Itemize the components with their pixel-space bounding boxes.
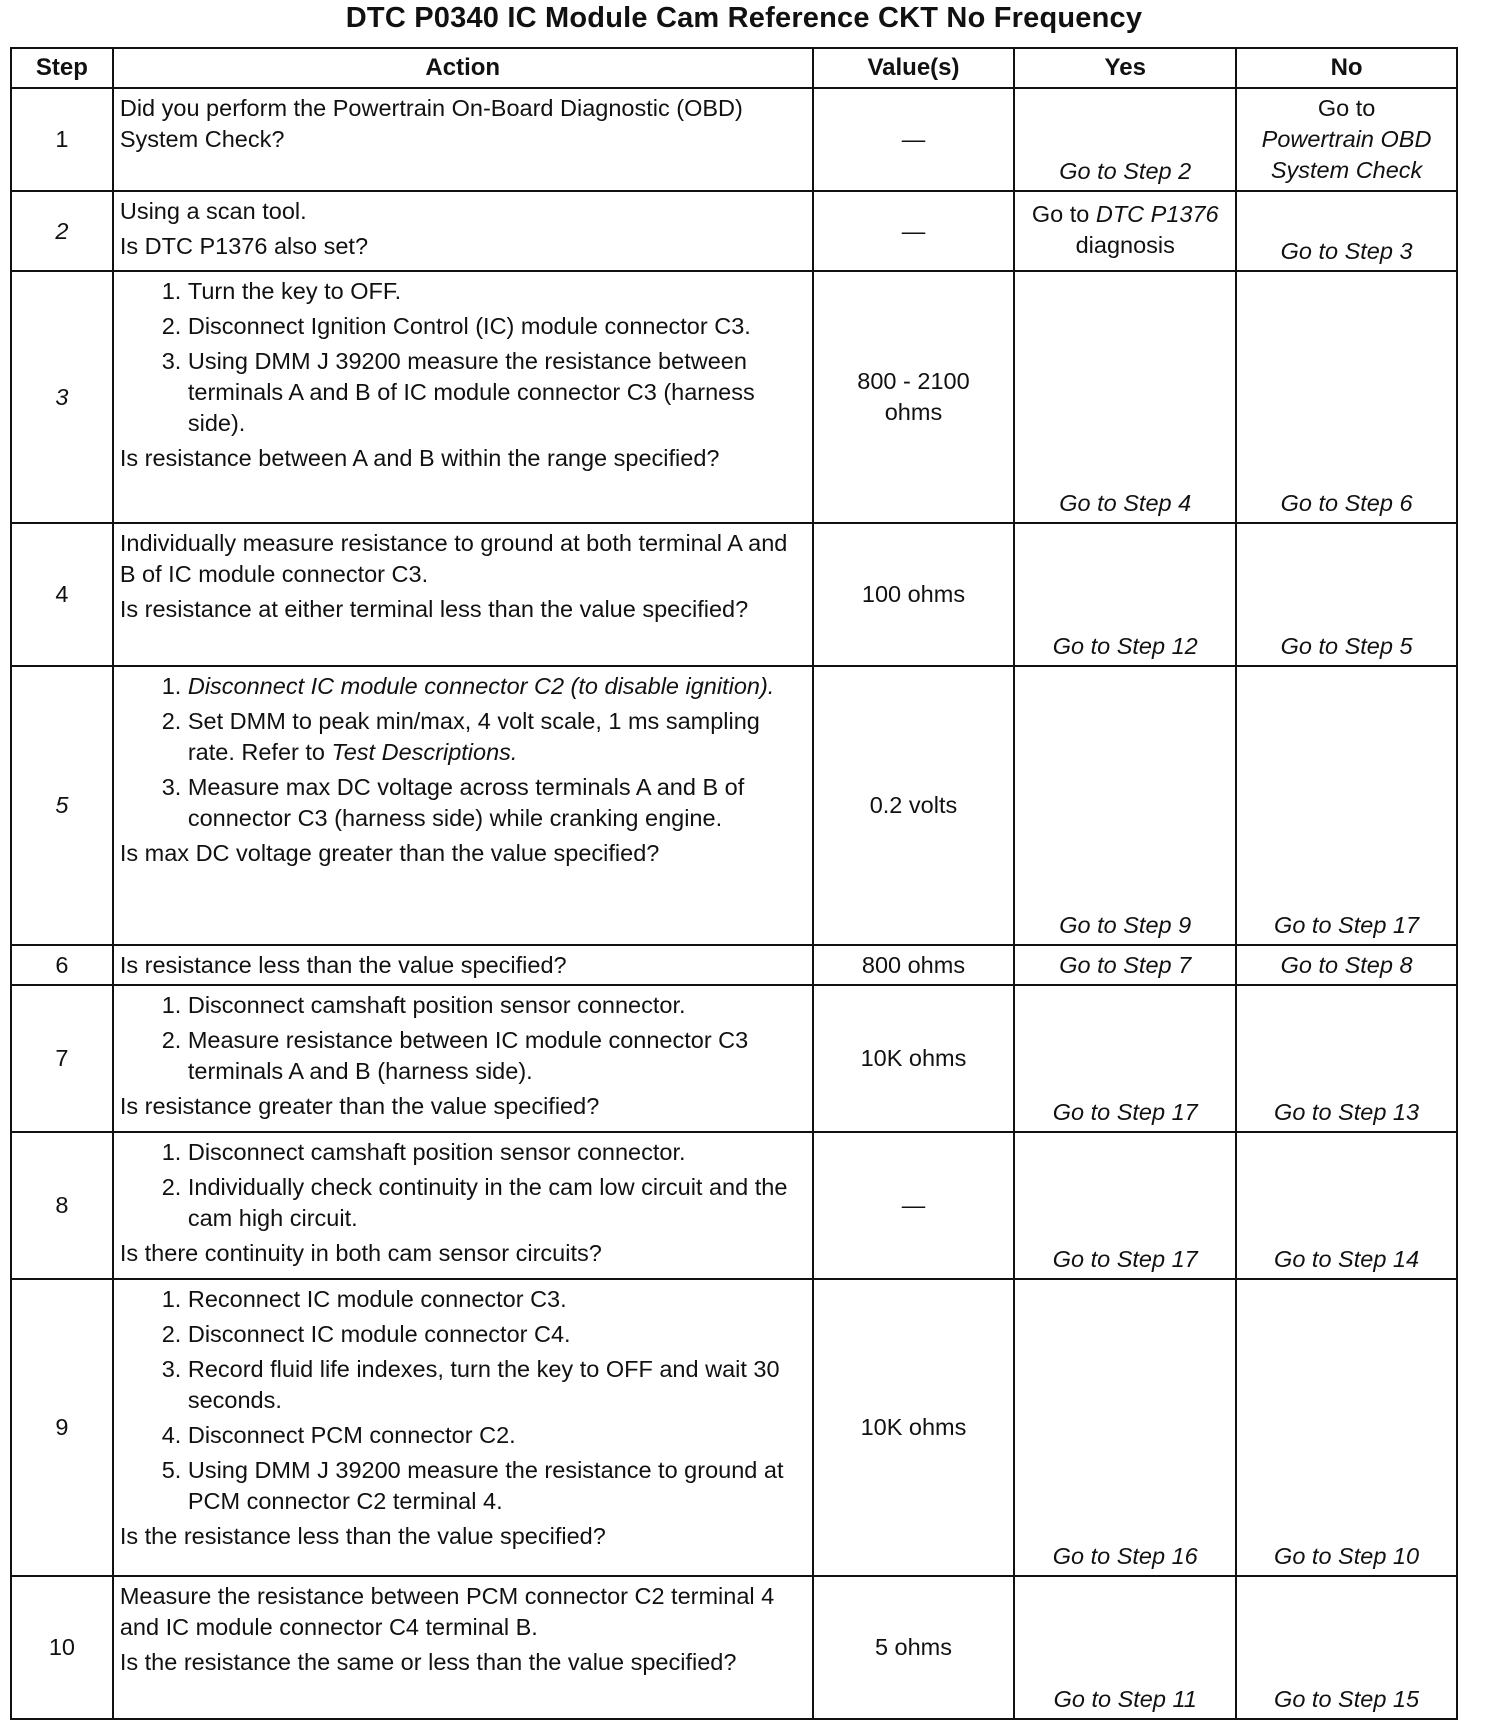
action-question: Is DTC P1376 also set? [119, 233, 369, 259]
table-row [11, 985, 1457, 1132]
table-row [11, 666, 1457, 945]
action-cell [113, 523, 813, 666]
no-cell: Go to Step 13 [1236, 985, 1457, 1132]
page-title: DTC P0340 IC Module Cam Reference CKT No Frequency [345, 2, 1143, 34]
no-cell: Go to Step 5 [1236, 523, 1457, 666]
step-number: 7 [11, 985, 113, 1132]
value-cell: 800 - 2100 ohms [813, 271, 1015, 523]
list-item: 2. Disconnect IC module connector C4. [188, 1319, 806, 1350]
no-cell [1236, 88, 1457, 191]
step-number: 4 [11, 523, 113, 666]
action-question: Is resistance at either terminal less than the value specified? [119, 596, 749, 622]
value-cell: 800 ohms [813, 945, 1015, 985]
step-number: 8 [11, 1132, 113, 1279]
action-text: Using a scan tool. [119, 198, 307, 224]
no-text: Go to [1317, 95, 1376, 121]
action-question: Is resistance between A and B within the range specified? [119, 445, 720, 471]
table-row [11, 945, 1457, 985]
no-cell: Go to Step 8 [1236, 945, 1457, 985]
yes-cell: Go to Step 4 [1014, 271, 1236, 523]
action-cell [113, 1576, 813, 1719]
action-cell [113, 945, 813, 985]
yes-cell: Go to Step 7 [1014, 945, 1236, 985]
list-item: 3. Record fluid life indexes, turn the key to OFF and wait 30 seconds. [188, 1354, 806, 1416]
list-item: 1. Disconnect camshaft position sensor connector. [188, 990, 806, 1021]
action-question: Is the resistance the same or less than the value specified? [119, 1649, 737, 1675]
yes-cell: Go to Step 12 [1014, 523, 1236, 666]
action-question: Is resistance less than the value specified? [119, 951, 567, 978]
value-cell: — [813, 88, 1015, 191]
action-text: Individually measure resistance to ground at both terminal A and B of IC module connector C3. [119, 530, 788, 587]
value-cell: 0.2 volts [813, 666, 1015, 945]
action-cell [113, 1132, 813, 1279]
procedure-list [120, 1137, 806, 1234]
yes-cell: Go to Step 17 [1014, 985, 1236, 1132]
header-action: Action [113, 48, 813, 88]
procedure-list [120, 990, 806, 1087]
no-cell: Go to Step 10 [1236, 1279, 1457, 1576]
value-cell: — [813, 1132, 1015, 1279]
table-row [11, 271, 1457, 523]
action-text: Measure the resistance between PCM connector C2 terminal 4 and IC module connector C4 terminal B. [119, 1583, 775, 1640]
action-cell [113, 1279, 813, 1576]
header-row [11, 48, 1457, 88]
list-item: 1. Reconnect IC module connector C3. [188, 1284, 806, 1315]
diagnostic-table [10, 47, 1458, 1720]
no-cell: Go to Step 17 [1236, 666, 1457, 945]
action-question: Is max DC voltage greater than the value specified? [119, 840, 660, 866]
list-item-text: Set DMM to peak min/max, 4 volt scale, 1 ms sampling rate. Refer to [187, 708, 760, 765]
list-item: 1. Turn the key to OFF. [188, 276, 806, 307]
step-number: 3 [11, 271, 113, 523]
list-item [188, 706, 806, 768]
action-question: Is the resistance less than the value specified? [119, 1523, 606, 1549]
yes-cell: Go to Step 2 [1014, 88, 1236, 191]
step-number: 10 [11, 1576, 113, 1719]
action-cell [113, 271, 813, 523]
no-text-italic: Powertrain OBD System Check [1261, 126, 1432, 183]
header-values: Value(s) [813, 48, 1015, 88]
action-cell [113, 985, 813, 1132]
list-item-italic: Disconnect IC module connector C2 (to disable ignition). [187, 673, 775, 699]
no-cell: Go to Step 6 [1236, 271, 1457, 523]
table-row [11, 1576, 1457, 1719]
no-cell: Go to Step 14 [1236, 1132, 1457, 1279]
list-item: 1. Disconnect camshaft position sensor connector. [188, 1137, 806, 1168]
list-item: 2. Individually check continuity in the cam low circuit and the cam high circuit. [188, 1172, 806, 1234]
list-item: 2. Measure resistance between IC module connector C3 terminals A and B (harness side). [188, 1025, 806, 1087]
step-number: 5 [11, 666, 113, 945]
step-number: 2 [11, 191, 113, 271]
yes-suffix: diagnosis [1075, 231, 1175, 258]
action-cell [113, 666, 813, 945]
header-no: No [1236, 48, 1457, 88]
procedure-list [120, 671, 806, 834]
header-step: Step [11, 48, 113, 88]
table-row [11, 1279, 1457, 1576]
yes-cell: Go to Step 9 [1014, 666, 1236, 945]
procedure-list [120, 276, 806, 439]
action-question: Is there continuity in both cam sensor circuits? [119, 1240, 602, 1266]
action-cell [113, 88, 813, 191]
value-cell: 10K ohms [813, 985, 1015, 1132]
step-number: 1 [11, 88, 113, 191]
list-item: 3. Using DMM J 39200 measure the resistance between terminals A and B of IC module connector C3 (harness side). [188, 346, 806, 439]
list-item: 2. Disconnect Ignition Control (IC) module connector C3. [188, 311, 806, 342]
step-number: 9 [11, 1279, 113, 1576]
value-cell: 10K ohms [813, 1279, 1015, 1576]
yes-cell [1014, 191, 1236, 271]
step-number: 6 [11, 945, 113, 985]
table-row [11, 523, 1457, 666]
list-item [188, 671, 806, 702]
action-question: Is resistance greater than the value specified? [119, 1093, 600, 1119]
table-row [11, 191, 1457, 271]
action-cell [113, 191, 813, 271]
yes-italic: DTC P1376 [1095, 200, 1219, 227]
value-cell: 5 ohms [813, 1576, 1015, 1719]
action-text: Did you perform the Powertrain On-Board Diagnostic (OBD) System Check? [119, 95, 743, 152]
procedure-list [120, 1284, 806, 1517]
list-item-italic: Test Descriptions. [331, 739, 518, 765]
yes-cell: Go to Step 17 [1014, 1132, 1236, 1279]
no-cell: Go to Step 3 [1236, 191, 1457, 271]
yes-cell: Go to Step 16 [1014, 1279, 1236, 1576]
yes-prefix: Go to [1031, 200, 1096, 227]
header-yes: Yes [1014, 48, 1236, 88]
table-row [11, 88, 1457, 191]
list-item: 3. Measure max DC voltage across terminals A and B of connector C3 (harness side) while cranking engine. [188, 772, 806, 834]
table-row [11, 1132, 1457, 1279]
value-cell: — [813, 191, 1015, 271]
no-cell: Go to Step 15 [1236, 1576, 1457, 1719]
list-item: 4. Disconnect PCM connector C2. [188, 1420, 806, 1451]
list-item: 5. Using DMM J 39200 measure the resistance to ground at PCM connector C2 terminal 4. [188, 1455, 806, 1517]
yes-cell: Go to Step 11 [1014, 1576, 1236, 1719]
value-cell: 100 ohms [813, 523, 1015, 666]
